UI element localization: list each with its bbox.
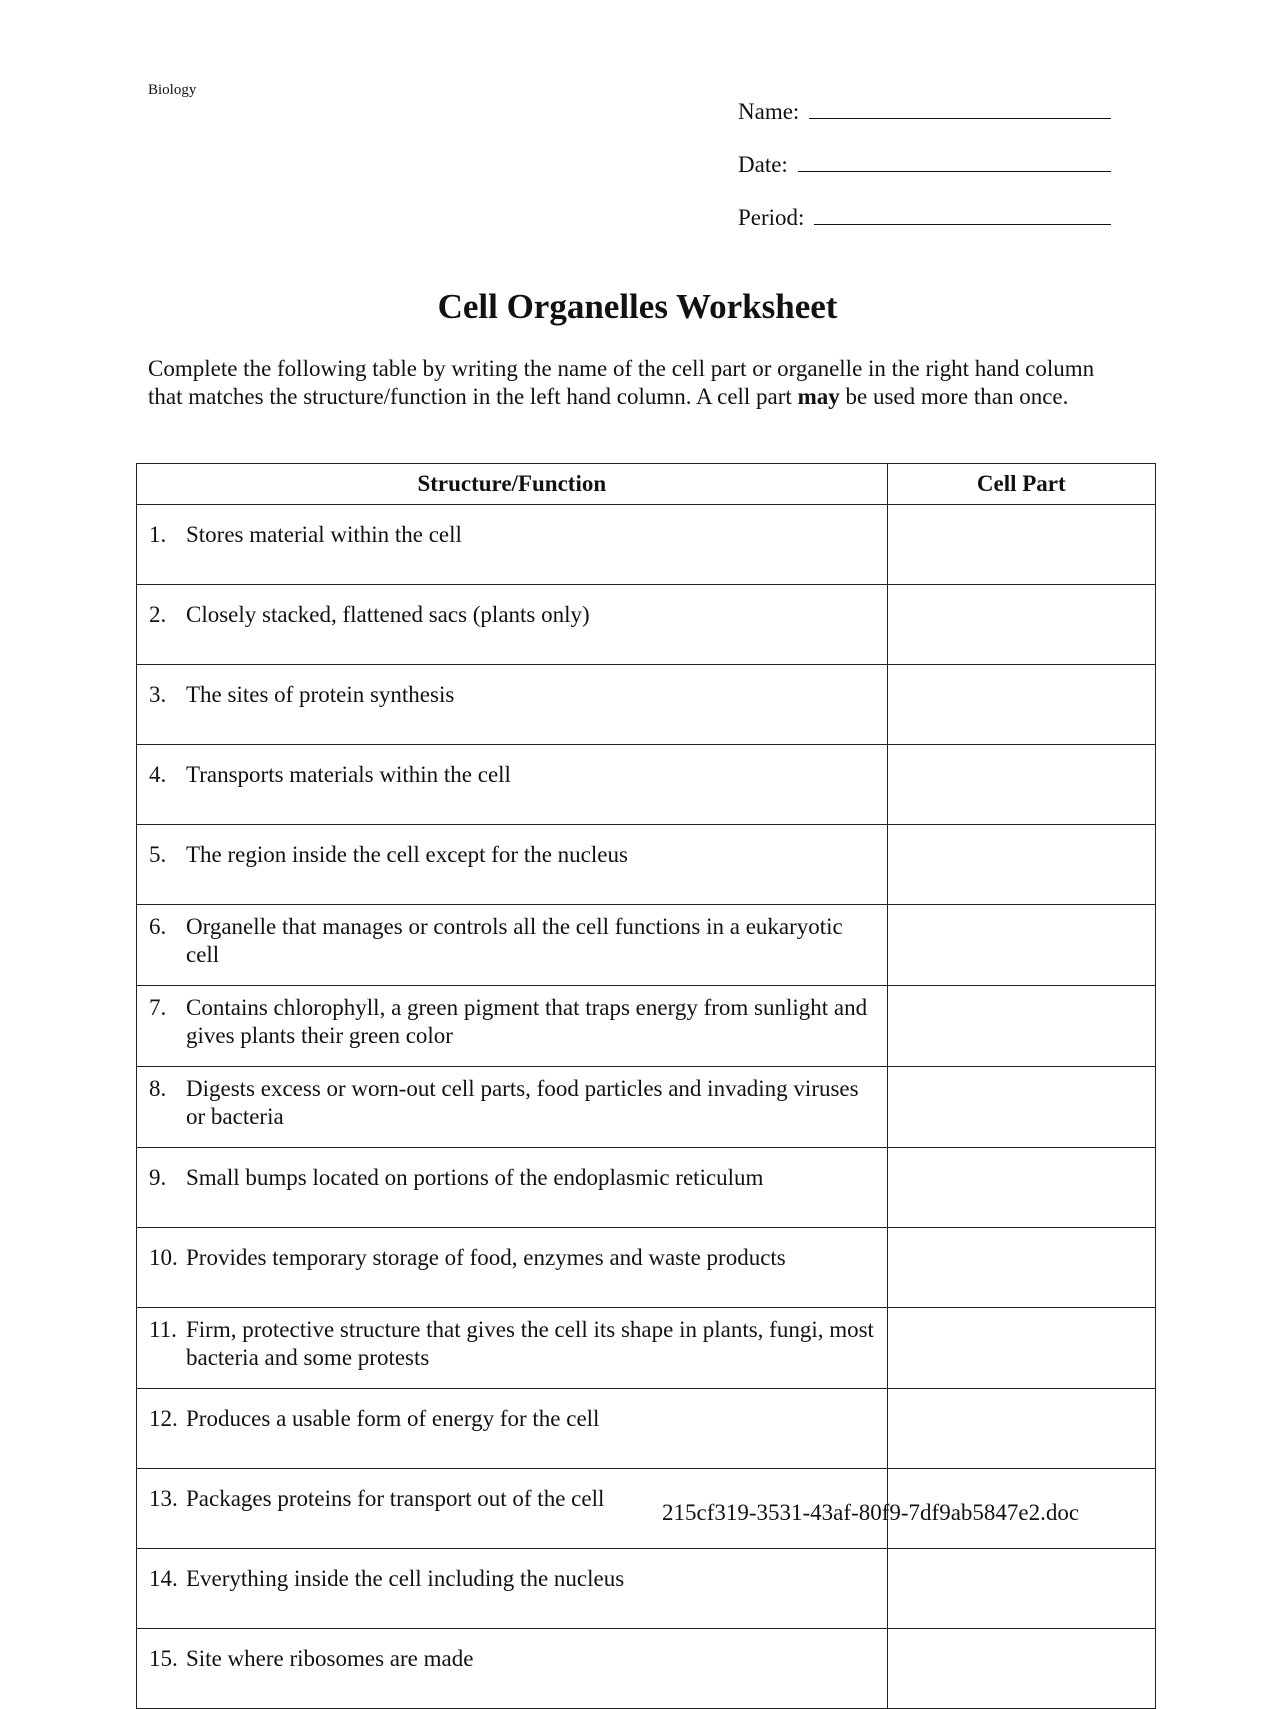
question-item xyxy=(149,1164,879,1192)
date-label: Date: xyxy=(738,152,788,177)
structure-function-cell xyxy=(137,1228,888,1308)
question-number: 14. xyxy=(149,1566,178,1591)
instructions-emphasis: may xyxy=(797,384,840,409)
question-number: 1. xyxy=(149,522,167,547)
cell-part-answer-cell[interactable] xyxy=(887,986,1155,1067)
question-text: The region inside the cell except for the nucleus xyxy=(186,842,628,867)
question-text: Everything inside the cell including the nucleus xyxy=(186,1566,625,1591)
cell-part-answer-cell[interactable] xyxy=(887,1308,1155,1389)
instructions xyxy=(148,355,1128,411)
question-item xyxy=(149,1316,879,1372)
cell-part-answer-cell[interactable] xyxy=(887,505,1155,585)
document-filename: 215cf319-3531-43af-80f9-7df9ab5847e2.doc xyxy=(662,1500,1080,1525)
question-number: 15. xyxy=(149,1646,178,1671)
cell-part-answer-cell[interactable] xyxy=(887,1228,1155,1308)
structure-function-cell xyxy=(137,1148,888,1228)
table-row xyxy=(137,1629,1156,1709)
name-label: Name: xyxy=(738,99,800,124)
question-number: 7. xyxy=(149,995,167,1020)
question-number: 12. xyxy=(149,1406,178,1431)
question-number: 8. xyxy=(149,1076,167,1101)
cell-part-answer-cell[interactable] xyxy=(887,745,1155,825)
question-text: Transports materials within the cell xyxy=(186,762,511,787)
structure-function-cell xyxy=(137,665,888,745)
name-field[interactable] xyxy=(738,72,1111,125)
table-row xyxy=(137,505,1156,585)
question-text: Provides temporary storage of food, enzymes and waste products xyxy=(186,1245,786,1270)
table-row xyxy=(137,745,1156,825)
cell-part-answer-cell[interactable] xyxy=(887,1148,1155,1228)
table-row xyxy=(137,1308,1156,1389)
question-number: 13. xyxy=(149,1486,178,1511)
date-field[interactable] xyxy=(738,125,1111,178)
table-row xyxy=(137,986,1156,1067)
question-item xyxy=(149,1645,879,1673)
structure-function-cell xyxy=(137,1549,888,1629)
question-number: 10. xyxy=(149,1245,178,1270)
subject-label: Biology xyxy=(148,82,197,98)
cell-part-answer-cell[interactable] xyxy=(887,1389,1155,1469)
period-blank-line[interactable] xyxy=(814,202,1111,225)
question-number: 6. xyxy=(149,914,167,939)
cell-part-answer-cell[interactable] xyxy=(887,1549,1155,1629)
question-item xyxy=(149,841,879,869)
question-text: Contains chlorophyll, a green pigment that traps energy from sunlight and gives plants their green color xyxy=(186,995,868,1048)
question-number: 4. xyxy=(149,762,167,787)
structure-function-cell xyxy=(137,585,888,665)
table-header-row xyxy=(137,464,1156,505)
structure-function-cell xyxy=(137,825,888,905)
question-item xyxy=(149,761,879,789)
date-blank-line[interactable] xyxy=(798,149,1111,172)
table-row xyxy=(137,1067,1156,1148)
structure-function-cell xyxy=(137,905,888,986)
question-item xyxy=(149,1075,879,1131)
table-row xyxy=(137,585,1156,665)
question-number: 11. xyxy=(149,1317,177,1342)
structure-function-cell xyxy=(137,1629,888,1709)
name-blank-line[interactable] xyxy=(809,96,1111,119)
instructions-text-start: Complete the following table by writing the name of the cell part or organelle in the right hand column that matches the structure/function in the left hand column. A cell part xyxy=(148,356,1095,409)
cell-part-answer-cell[interactable] xyxy=(887,585,1155,665)
structure-function-cell xyxy=(137,1067,888,1148)
cell-part-answer-cell[interactable] xyxy=(887,1629,1155,1709)
question-text: Produces a usable form of energy for the cell xyxy=(186,1406,600,1431)
question-item xyxy=(149,521,879,549)
structure-function-cell xyxy=(137,1308,888,1389)
instructions-text-end: be used more than once. xyxy=(839,384,1069,409)
cell-part-answer-cell[interactable] xyxy=(887,825,1155,905)
question-item xyxy=(149,681,879,709)
cell-part-answer-cell[interactable] xyxy=(887,905,1155,986)
period-field[interactable] xyxy=(738,178,1111,231)
structure-function-cell xyxy=(137,745,888,825)
student-info-fields xyxy=(738,72,1111,231)
question-text: Small bumps located on portions of the endoplasmic reticulum xyxy=(186,1165,764,1190)
table-row xyxy=(137,1228,1156,1308)
structure-function-cell xyxy=(137,505,888,585)
question-item xyxy=(149,601,879,629)
table-row xyxy=(137,1148,1156,1228)
question-text: Firm, protective structure that gives the cell its shape in plants, fungi, most bacteria and some protests xyxy=(186,1317,874,1370)
cell-part-answer-cell[interactable] xyxy=(887,665,1155,745)
cell-part-header: Cell Part xyxy=(887,464,1155,505)
question-item xyxy=(149,994,879,1050)
question-text: The sites of protein synthesis xyxy=(186,682,455,707)
structure-function-cell xyxy=(137,986,888,1067)
question-text: Site where ribosomes are made xyxy=(186,1646,474,1671)
question-item xyxy=(149,1565,879,1593)
question-number: 2. xyxy=(149,602,167,627)
table-body xyxy=(137,505,1156,1709)
table-row xyxy=(137,825,1156,905)
question-number: 3. xyxy=(149,682,167,707)
table-row xyxy=(137,1389,1156,1469)
structure-function-cell xyxy=(137,1389,888,1469)
question-item xyxy=(149,913,879,969)
structure-function-header: Structure/Function xyxy=(137,464,888,505)
table-row xyxy=(137,665,1156,745)
question-item xyxy=(149,1405,879,1433)
cell-part-answer-cell[interactable] xyxy=(887,1067,1155,1148)
question-number: 9. xyxy=(149,1165,167,1190)
table-row xyxy=(137,905,1156,986)
table-row xyxy=(137,1549,1156,1629)
question-text: Digests excess or worn-out cell parts, food particles and invading viruses or bacteria xyxy=(186,1076,859,1129)
question-text: Packages proteins for transport out of the cell xyxy=(186,1486,605,1511)
worksheet-title: Cell Organelles Worksheet xyxy=(437,287,838,326)
question-text: Organelle that manages or controls all the cell functions in a eukaryotic cell xyxy=(186,914,843,967)
period-label: Period: xyxy=(738,205,805,230)
question-text: Closely stacked, flattened sacs (plants only) xyxy=(186,602,590,627)
question-text: Stores material within the cell xyxy=(186,522,462,547)
question-number: 5. xyxy=(149,842,167,867)
question-item xyxy=(149,1244,879,1272)
